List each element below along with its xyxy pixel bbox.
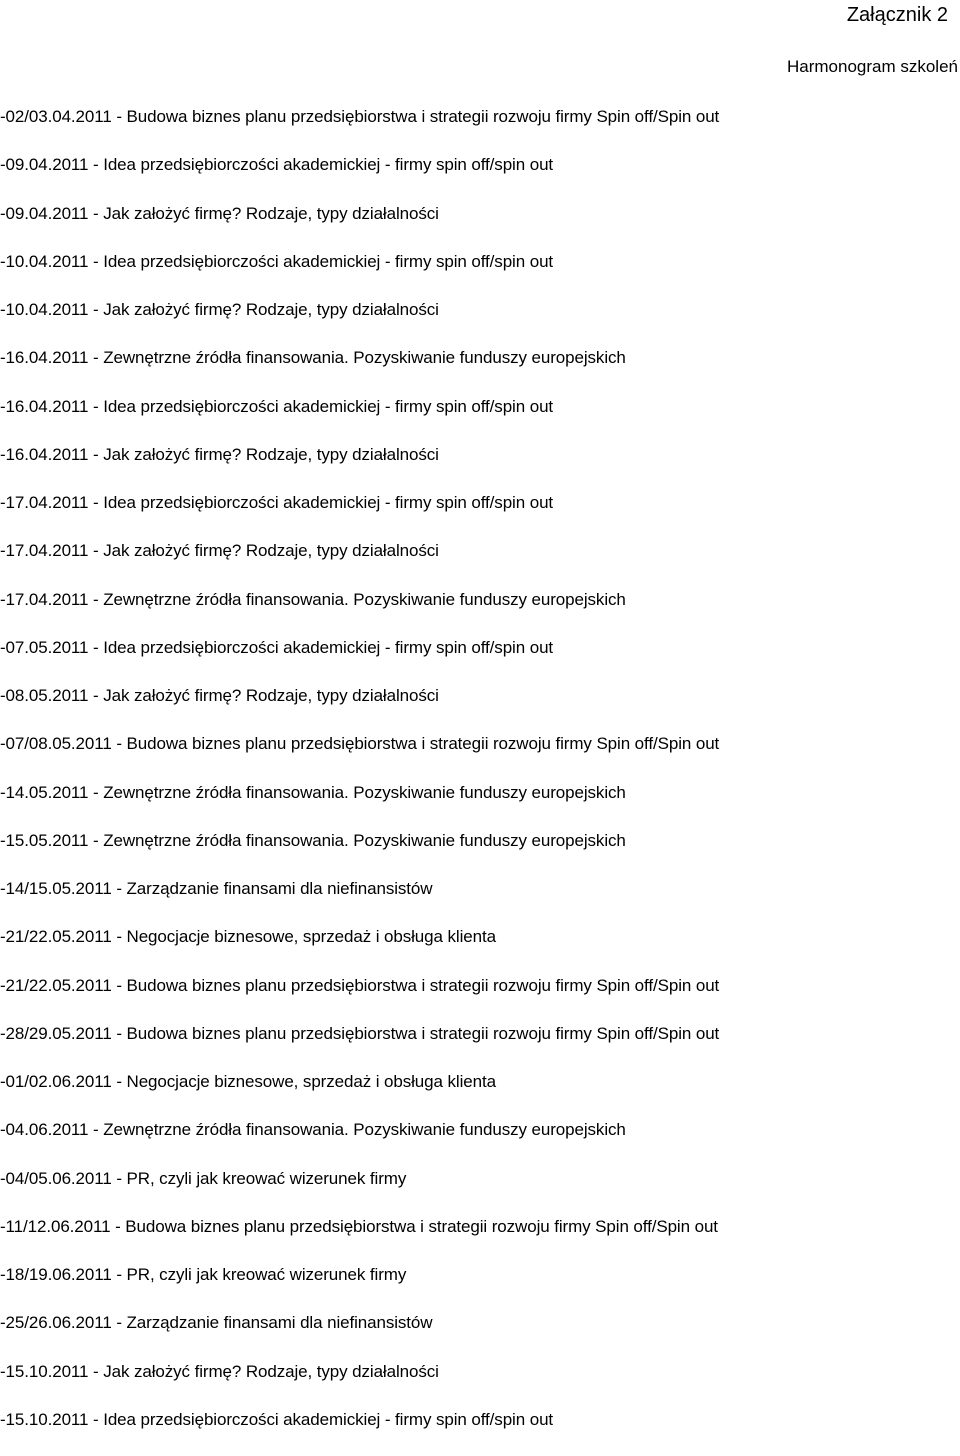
schedule-entry: -15.10.2011 - Idea przedsiębiorczości akademickiej - firmy spin off/spin out (0, 1409, 554, 1429)
schedule-entry: -28/29.05.2011 - Budowa biznes planu przedsiębiorstwa i strategii rozwoju firmy Spin off/Spin out (0, 1023, 720, 1043)
attachment-label: Załącznik 2 (846, 4, 948, 26)
schedule-entry: -01/02.06.2011 - Negocjacje biznesowe, sprzedaż i obsługa klienta (0, 1072, 496, 1091)
schedule-entry: -16.04.2011 - Zewnętrzne źródła finansowania. Pozyskiwanie funduszy europejskich (0, 348, 626, 368)
schedule-entry: -18/19.06.2011 - PR, czyli jak kreować wizerunek firmy (0, 1265, 407, 1284)
schedule-entry: -09.04.2011 - Idea przedsiębiorczości akademickiej - firmy spin off/spin out (0, 155, 554, 175)
schedule-entry: -16.04.2011 - Idea przedsiębiorczości akademickiej - firmy spin off/spin out (0, 396, 554, 416)
schedule-entry: -16.04.2011 - Jak założyć firmę? Rodzaje, typy działalności (0, 444, 439, 464)
schedule-entry: -08.05.2011 - Jak założyć firmę? Rodzaje, typy działalności (0, 686, 439, 705)
schedule-entry: -15.10.2011 - Jak założyć firmę? Rodzaje, typy działalności (0, 1361, 439, 1381)
schedule-entry: -14/15.05.2011 - Zarządzanie finansami dla niefinansistów (0, 879, 433, 898)
schedule-entry: -25/26.06.2011 - Zarządzanie finansami dla niefinansistów (0, 1313, 433, 1333)
schedule-entry: -17.04.2011 - Jak założyć firmę? Rodzaje, typy działalności (0, 541, 439, 561)
schedule-entry: -02/03.04.2011 - Budowa biznes planu przedsiębiorstwa i strategii rozwoju firmy Spin off/Spin out (0, 107, 720, 126)
schedule-entry: -07.05.2011 - Idea przedsiębiorczości akademickiej - firmy spin off/spin out (0, 637, 554, 657)
schedule-entry: -07/08.05.2011 - Budowa biznes planu przedsiębiorstwa i strategii rozwoju firmy Spin off/Spin out (0, 734, 720, 754)
schedule-title: Harmonogram szkoleń (786, 57, 958, 76)
schedule-entry: -21/22.05.2011 - Negocjacje biznesowe, sprzedaż i obsługa klienta (0, 927, 496, 947)
schedule-entry: -17.04.2011 - Idea przedsiębiorczości akademickiej - firmy spin off/spin out (0, 493, 554, 512)
schedule-list (0, 105, 719, 1456)
schedule-entry: -09.04.2011 - Jak założyć firmę? Rodzaje, typy działalności (0, 203, 439, 223)
schedule-entry: -10.04.2011 - Jak założyć firmę? Rodzaje, typy działalności (0, 300, 439, 319)
schedule-entry: -04.06.2011 - Zewnętrzne źródła finansowania. Pozyskiwanie funduszy europejskich (0, 1120, 626, 1140)
schedule-entry: -11/12.06.2011 - Budowa biznes planu przedsiębiorstwa i strategii rozwoju firmy Spin off/Spin out (0, 1216, 718, 1236)
schedule-entry: -14.05.2011 - Zewnętrzne źródła finansowania. Pozyskiwanie funduszy europejskich (0, 782, 626, 802)
schedule-entry: -15.05.2011 - Zewnętrzne źródła finansowania. Pozyskiwanie funduszy europejskich (0, 830, 626, 850)
schedule-entry: -04/05.06.2011 - PR, czyli jak kreować wizerunek firmy (0, 1168, 407, 1188)
schedule-entry: -10.04.2011 - Idea przedsiębiorczości akademickiej - firmy spin off/spin out (0, 251, 554, 271)
schedule-entry: -17.04.2011 - Zewnętrzne źródła finansowania. Pozyskiwanie funduszy europejskich (0, 589, 626, 609)
schedule-entry: -21/22.05.2011 - Budowa biznes planu przedsiębiorstwa i strategii rozwoju firmy Spin off/Spin out (0, 975, 720, 995)
